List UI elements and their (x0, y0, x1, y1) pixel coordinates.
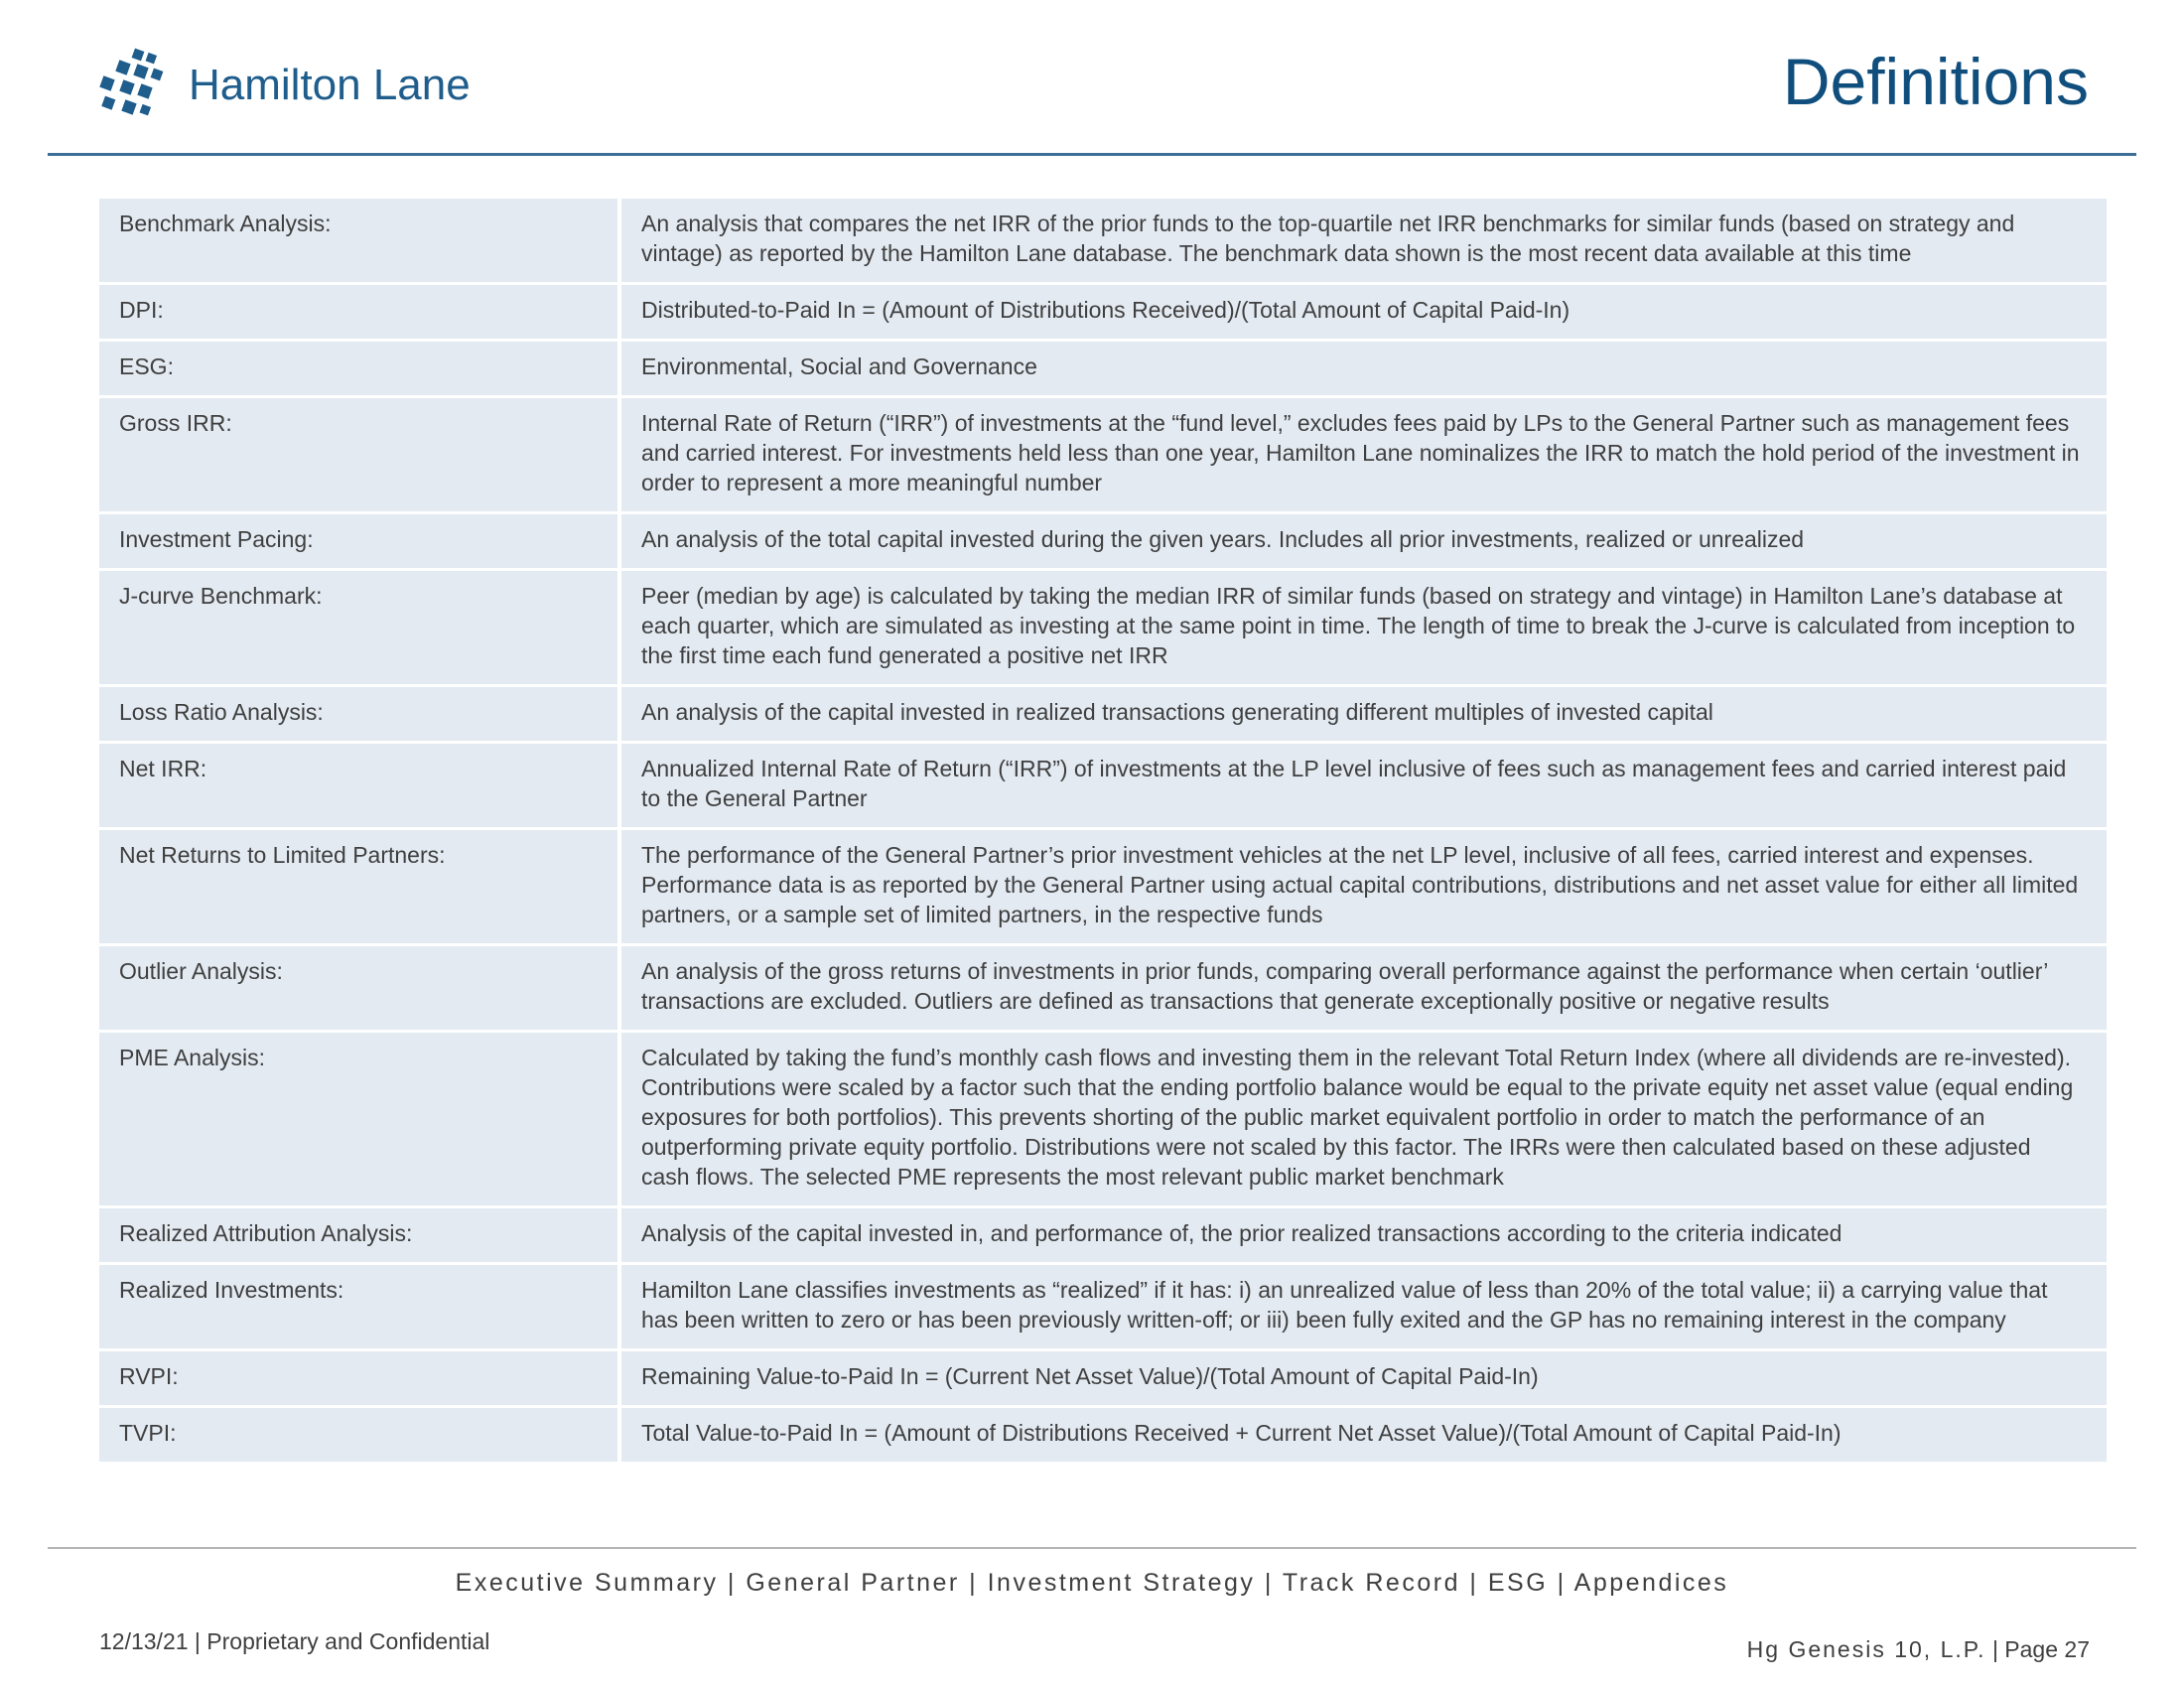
definition-text: Annualized Internal Rate of Return (“IRR”) of investments at the LP level inclusive of fees such as management fees and carried interest paid to the General Partner (621, 744, 2107, 830)
hamilton-lane-logo-icon (95, 46, 175, 125)
definition-term: Gross IRR: (99, 398, 621, 514)
definition-row (99, 1033, 2107, 1208)
definition-term: ESG: (99, 342, 621, 398)
definition-term: Realized Investments: (99, 1265, 621, 1351)
definitions-table (99, 199, 2107, 1465)
definition-text: An analysis of the gross returns of investments in prior funds, comparing overall performance against the performance when certain ‘outlier’ transactions are excluded. Outliers are defined as transactions that generate exceptionally positive or negative results (621, 946, 2107, 1033)
definition-term: Net IRR: (99, 744, 621, 830)
footer-date-confidential: 12/13/21 | Proprietary and Confidential (99, 1628, 490, 1654)
footer-page-info (1747, 1636, 2090, 1663)
definition-term: Benchmark Analysis: (99, 199, 621, 285)
definitions-table-body (99, 199, 2107, 1465)
definition-row (99, 687, 2107, 744)
definition-term: TVPI: (99, 1408, 621, 1465)
definition-text: An analysis that compares the net IRR of the prior funds to the top-quartile net IRR benchmarks for similar funds (based on strategy and vintage) as reported by the Hamilton Lane database. The benchmark data shown is the most recent data available at this time (621, 199, 2107, 285)
footer-section-nav: Executive Summary | General Partner | Investment Strategy | Track Record | ESG | Appendices (455, 1569, 1729, 1597)
definition-row (99, 514, 2107, 571)
definition-row (99, 1408, 2107, 1465)
footer-page-number: | Page 27 (1991, 1636, 2090, 1662)
definition-text: Hamilton Lane classifies investments as “realized” if it has: i) an unrealized value of less than 20% of the total value; ii) a carrying value that has been written to zero or has been previously written-off; or iii) been fully exited and the GP has no remaining interest in the company (621, 1265, 2107, 1351)
definition-term: Loss Ratio Analysis: (99, 687, 621, 744)
definition-row (99, 285, 2107, 342)
definition-row (99, 571, 2107, 687)
definition-row (99, 946, 2107, 1033)
definition-term: J-curve Benchmark: (99, 571, 621, 687)
footer-fund-name: Hg Genesis 10, L.P. (1746, 1636, 1986, 1662)
definition-term: PME Analysis: (99, 1033, 621, 1208)
definition-row (99, 342, 2107, 398)
definition-text: An analysis of the capital invested in realized transactions generating different multiples of invested capital (621, 687, 2107, 744)
definition-term: RVPI: (99, 1351, 621, 1408)
definition-term: DPI: (99, 285, 621, 342)
definition-text: Calculated by taking the fund’s monthly cash flows and investing them in the relevant Total Return Index (where all dividends are re-invested). Contributions were scaled by a factor such that the ending portfolio balance would be equal to the private equity net asset value (equal ending exposures for both portfolios). This prevents shorting of the public market equivalent portfolio in order to match the performance of an outperforming private equity portfolio. Distributions were not scaled by this factor. The IRRs were then calculated based on these adjusted cash flows. The selected PME represents the most relevant public market benchmark (621, 1033, 2107, 1208)
definition-text: Total Value-to-Paid In = (Amount of Distributions Received + Current Net Asset Value)/(Total Amount of Capital Paid-In) (621, 1408, 2107, 1465)
definition-row (99, 1208, 2107, 1265)
definition-term: Net Returns to Limited Partners: (99, 830, 621, 946)
definition-term: Investment Pacing: (99, 514, 621, 571)
definition-text: Remaining Value-to-Paid In = (Current Net Asset Value)/(Total Amount of Capital Paid-In) (621, 1351, 2107, 1408)
definition-row (99, 1265, 2107, 1351)
page-header (0, 0, 2184, 159)
definition-term: Outlier Analysis: (99, 946, 621, 1033)
definition-term: Realized Attribution Analysis: (99, 1208, 621, 1265)
definition-text: Distributed-to-Paid In = (Amount of Distributions Received)/(Total Amount of Capital Paid-In) (621, 285, 2107, 342)
definition-text: Internal Rate of Return (“IRR”) of investments at the “fund level,” excludes fees paid by LPs to the General Partner such as management fees and carried interest. For investments held less than one year, Hamilton Lane nominalizes the IRR to match the hold period of the investment in order to represent a more meaningful number (621, 398, 2107, 514)
definition-row (99, 744, 2107, 830)
definition-row (99, 199, 2107, 285)
header-divider (48, 153, 2136, 156)
logo-text: Hamilton Lane (189, 61, 471, 109)
definition-row (99, 830, 2107, 946)
definition-row (99, 398, 2107, 514)
page-title: Definitions (1782, 45, 2089, 118)
definition-row (99, 1351, 2107, 1408)
definition-text: Environmental, Social and Governance (621, 342, 2107, 398)
definition-text: The performance of the General Partner’s prior investment vehicles at the net LP level, inclusive of all fees, carried interest and expenses. Performance data is as reported by the General Partner using actual capital contributions, distributions and net asset value for either all limited partners, or a sample set of limited partners, in the respective funds (621, 830, 2107, 946)
definition-text: An analysis of the total capital invested during the given years. Includes all prior investments, realized or unrealized (621, 514, 2107, 571)
footer-divider (48, 1547, 2136, 1549)
hamilton-lane-logo (95, 46, 471, 125)
definition-text: Peer (median by age) is calculated by taking the median IRR of similar funds (based on strategy and vintage) in Hamilton Lane’s database at each quarter, which are simulated as investing at the same point in time. The length of time to break the J-curve is calculated from inception to the first time each fund generated a positive net IRR (621, 571, 2107, 687)
definition-text: Analysis of the capital invested in, and performance of, the prior realized transactions according to the criteria indicated (621, 1208, 2107, 1265)
